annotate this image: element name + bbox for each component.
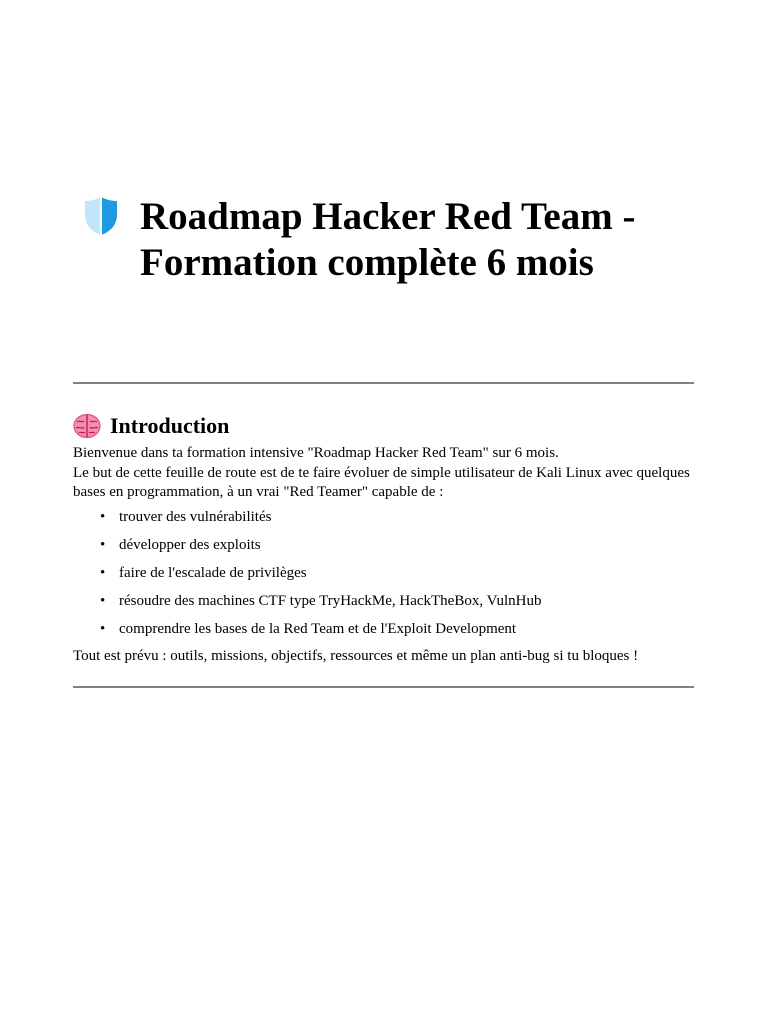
intro-line-2: Le but de cette feuille de route est de te faire évoluer de simple utilisateur de Kali Linux avec quelques bases en programmation, à un vrai "Red Teamer" capable de : bbox=[73, 464, 690, 500]
divider-top bbox=[73, 382, 694, 384]
brain-icon bbox=[73, 413, 101, 439]
bullet-dot: • bbox=[100, 592, 106, 609]
section-heading bbox=[73, 410, 694, 442]
list-item-text: développer des exploits bbox=[119, 536, 261, 553]
bullet-dot: • bbox=[100, 564, 106, 581]
shield-icon bbox=[84, 196, 118, 236]
list-item bbox=[73, 536, 694, 556]
list-item-text: comprendre les bases de la Red Team et de l'Exploit Development bbox=[119, 620, 517, 637]
bullet-dot: • bbox=[100, 536, 106, 553]
bullet-dot: • bbox=[100, 620, 106, 637]
capabilities-list bbox=[73, 508, 694, 640]
list-item bbox=[73, 508, 694, 528]
introduction-section bbox=[73, 410, 694, 666]
page-title: Roadmap Hacker Red Team - Formation complète 6 mois bbox=[140, 195, 636, 284]
closing-paragraph: Tout est prévu : outils, missions, objectifs, ressources et même un plan anti-bug si tu bloques ! bbox=[73, 647, 639, 664]
intro-line-1: Bienvenue dans ta formation intensive "Roadmap Hacker Red Team" sur 6 mois. bbox=[73, 445, 559, 461]
divider-bottom bbox=[73, 686, 694, 688]
list-item-text: faire de l'escalade de privilèges bbox=[119, 564, 307, 581]
list-item-text: trouver des vulnérabilités bbox=[119, 508, 272, 525]
list-item bbox=[73, 592, 694, 612]
section-heading-text: Introduction bbox=[110, 413, 230, 438]
bullet-dot: • bbox=[100, 508, 106, 525]
list-item bbox=[73, 564, 694, 584]
intro-paragraph bbox=[73, 444, 694, 503]
list-item-text: résoudre des machines CTF type TryHackMe, HackTheBox, VulnHub bbox=[119, 592, 542, 609]
list-item bbox=[73, 620, 694, 640]
